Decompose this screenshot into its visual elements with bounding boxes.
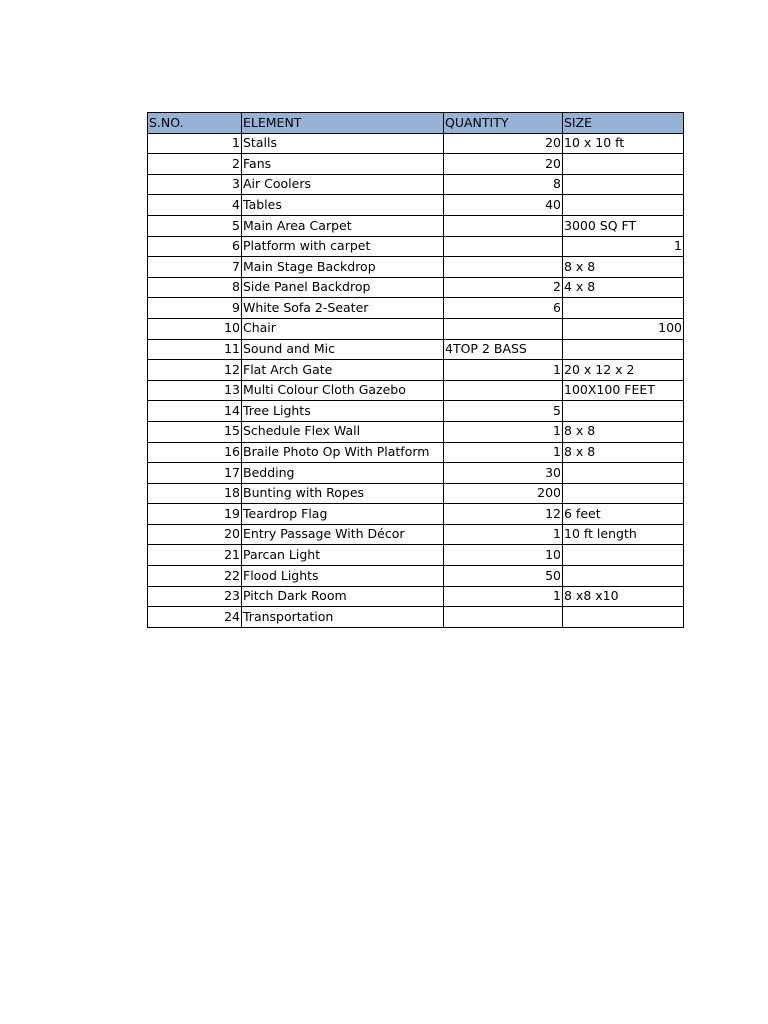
table-row xyxy=(148,257,684,278)
cell-size: 8 x 8 xyxy=(563,421,684,442)
cell-size: 10 ft length xyxy=(563,524,684,545)
cell-element: Sound and Mic xyxy=(242,339,444,360)
table-row xyxy=(148,463,684,484)
cell-sno: 24 xyxy=(148,607,242,628)
cell-size xyxy=(563,339,684,360)
table-row xyxy=(148,154,684,175)
cell-element: White Sofa 2-Seater xyxy=(242,298,444,319)
cell-quantity: 5 xyxy=(444,401,563,422)
cell-size xyxy=(563,607,684,628)
cell-quantity: 2 xyxy=(444,277,563,298)
cell-element: Schedule Flex Wall xyxy=(242,421,444,442)
cell-size xyxy=(563,174,684,195)
table-row xyxy=(148,195,684,216)
cell-quantity xyxy=(444,318,563,339)
cell-element: Bunting with Ropes xyxy=(242,483,444,504)
cell-size: 6 feet xyxy=(563,504,684,525)
cell-size xyxy=(563,195,684,216)
cell-size xyxy=(563,401,684,422)
cell-quantity xyxy=(444,236,563,257)
cell-sno: 9 xyxy=(148,298,242,319)
table-row xyxy=(148,360,684,381)
table-row xyxy=(148,504,684,525)
table-row xyxy=(148,380,684,401)
table-row xyxy=(148,298,684,319)
cell-element: Tables xyxy=(242,195,444,216)
cell-size: 100 xyxy=(563,318,684,339)
cell-size: 4 x 8 xyxy=(563,277,684,298)
cell-quantity: 10 xyxy=(444,545,563,566)
table-row xyxy=(148,277,684,298)
cell-element: Entry Passage With Décor xyxy=(242,524,444,545)
table-row xyxy=(148,524,684,545)
cell-element: Air Coolers xyxy=(242,174,444,195)
cell-sno: 7 xyxy=(148,257,242,278)
cell-element: Teardrop Flag xyxy=(242,504,444,525)
cell-element: Parcan Light xyxy=(242,545,444,566)
cell-size: 20 x 12 x 2 xyxy=(563,360,684,381)
cell-size xyxy=(563,154,684,175)
cell-element: Fans xyxy=(242,154,444,175)
cell-sno: 22 xyxy=(148,566,242,587)
cell-quantity xyxy=(444,380,563,401)
table-row xyxy=(148,607,684,628)
cell-sno: 20 xyxy=(148,524,242,545)
cell-quantity: 4TOP 2 BASS xyxy=(444,339,563,360)
cell-sno: 23 xyxy=(148,586,242,607)
cell-sno: 18 xyxy=(148,483,242,504)
cell-quantity: 50 xyxy=(444,566,563,587)
cell-sno: 6 xyxy=(148,236,242,257)
table-row xyxy=(148,133,684,154)
table-row xyxy=(148,421,684,442)
cell-quantity: 1 xyxy=(444,442,563,463)
cell-quantity xyxy=(444,607,563,628)
cell-quantity: 20 xyxy=(444,133,563,154)
cell-sno: 3 xyxy=(148,174,242,195)
table-row xyxy=(148,318,684,339)
cell-element: Platform with carpet xyxy=(242,236,444,257)
cell-size: 8 x 8 xyxy=(563,442,684,463)
cell-sno: 19 xyxy=(148,504,242,525)
cell-element: Pitch Dark Room xyxy=(242,586,444,607)
items-table xyxy=(147,112,684,628)
header-element: ELEMENT xyxy=(242,113,444,134)
cell-quantity: 40 xyxy=(444,195,563,216)
cell-quantity xyxy=(444,215,563,236)
cell-element: Transportation xyxy=(242,607,444,628)
table-row xyxy=(148,236,684,257)
cell-sno: 2 xyxy=(148,154,242,175)
cell-sno: 21 xyxy=(148,545,242,566)
cell-size xyxy=(563,298,684,319)
cell-element: Stalls xyxy=(242,133,444,154)
cell-size: 8 x 8 xyxy=(563,257,684,278)
table-row xyxy=(148,586,684,607)
table-row xyxy=(148,483,684,504)
cell-sno: 10 xyxy=(148,318,242,339)
cell-quantity: 30 xyxy=(444,463,563,484)
cell-sno: 4 xyxy=(148,195,242,216)
cell-size xyxy=(563,483,684,504)
table-row xyxy=(148,174,684,195)
table-row xyxy=(148,339,684,360)
cell-sno: 8 xyxy=(148,277,242,298)
cell-element: Chair xyxy=(242,318,444,339)
cell-quantity: 6 xyxy=(444,298,563,319)
cell-element: Tree Lights xyxy=(242,401,444,422)
cell-quantity xyxy=(444,257,563,278)
cell-quantity: 12 xyxy=(444,504,563,525)
cell-sno: 17 xyxy=(148,463,242,484)
cell-quantity: 8 xyxy=(444,174,563,195)
cell-sno: 15 xyxy=(148,421,242,442)
cell-element: Braile Photo Op With Platform xyxy=(242,442,444,463)
cell-quantity: 1 xyxy=(444,586,563,607)
cell-element: Main Area Carpet xyxy=(242,215,444,236)
cell-element: Bedding xyxy=(242,463,444,484)
table-row xyxy=(148,545,684,566)
cell-quantity: 20 xyxy=(444,154,563,175)
cell-size xyxy=(563,566,684,587)
cell-element: Multi Colour Cloth Gazebo xyxy=(242,380,444,401)
cell-quantity: 1 xyxy=(444,360,563,381)
cell-element: Main Stage Backdrop xyxy=(242,257,444,278)
cell-element: Side Panel Backdrop xyxy=(242,277,444,298)
cell-size: 3000 SQ FT xyxy=(563,215,684,236)
cell-element: Flood Lights xyxy=(242,566,444,587)
cell-size xyxy=(563,545,684,566)
cell-quantity: 200 xyxy=(444,483,563,504)
cell-sno: 1 xyxy=(148,133,242,154)
cell-size: 10 x 10 ft xyxy=(563,133,684,154)
cell-quantity: 1 xyxy=(444,421,563,442)
header-size: SIZE xyxy=(563,113,684,134)
cell-size: 100X100 FEET xyxy=(563,380,684,401)
header-quantity: QUANTITY xyxy=(444,113,563,134)
table-row xyxy=(148,442,684,463)
cell-size: 8 x8 x10 xyxy=(563,586,684,607)
header-sno: S.NO. xyxy=(148,113,242,134)
cell-size: 1 xyxy=(563,236,684,257)
cell-sno: 5 xyxy=(148,215,242,236)
cell-sno: 12 xyxy=(148,360,242,381)
table-row xyxy=(148,566,684,587)
table-body xyxy=(148,133,684,627)
cell-sno: 11 xyxy=(148,339,242,360)
cell-size xyxy=(563,463,684,484)
cell-sno: 16 xyxy=(148,442,242,463)
table-row xyxy=(148,401,684,422)
cell-quantity: 1 xyxy=(444,524,563,545)
cell-sno: 13 xyxy=(148,380,242,401)
cell-element: Flat Arch Gate xyxy=(242,360,444,381)
cell-sno: 14 xyxy=(148,401,242,422)
table-row xyxy=(148,215,684,236)
header-row xyxy=(148,113,684,134)
